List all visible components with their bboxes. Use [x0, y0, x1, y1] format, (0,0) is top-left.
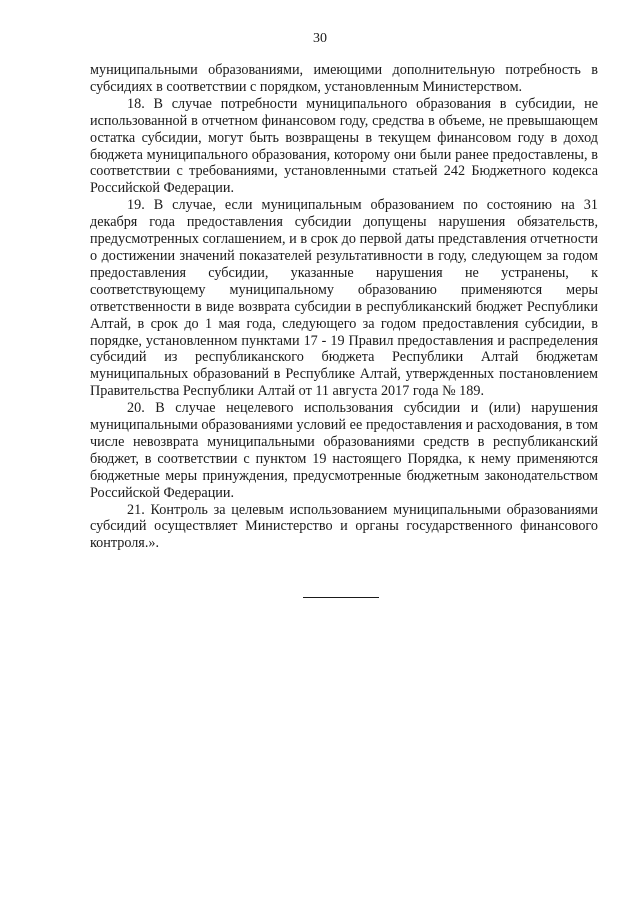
paragraph-item-20: 20. В случае нецелевого использования субсидии и (или) нарушения муниципальными образованиями условий ее предоставления и расходования, в том числе невозврата муниципальными образованиями средств в республиканский бюджет, в соответствии с пунктом 19 настоящего Порядка, к нему применяются бюджетные меры принуждения, предусмотренные бюджетным законодательством Российской Федерации. [90, 400, 598, 501]
paragraph-item-18: 18. В случае потребности муниципального образования в субсидии, не использованной в отчетном финансовом году, средства в объеме, не превышающем остатка субсидии, могут быть возвращены в текущем финансовом году в доход бюджета муниципального образования, которому они были ранее предоставлены, в соответствии с требованиями, установленными статьей 242 Бюджетного кодекса Российской Федерации. [90, 95, 598, 197]
paragraph-item-21: 21. Контроль за целевым использованием муниципальными образованиями субсидий осуществляет Министерство и органы государственного финансового контроля.». [90, 501, 598, 552]
page-number: 30 [313, 31, 327, 46]
document-body [90, 62, 598, 552]
paragraph-item-19: 19. В случае, если муниципальным образованием по состоянию на 31 декабря года предоставления субсидии допущены нарушения обязательств, предусмотренных соглашением, и в срок до первой даты представления отчетности о достижении значений показателей результативности в году, следующем за годом предоставления субсидии, указанные нарушения не устранены, к соответствующему муниципальному образованию применяются меры ответственности в виде возврата субсидии в республиканский бюджет Республики Алтай, в срок до 1 мая года, следующего за годом предоставления субсидии, в порядке, установленном пунктами 17 - 19 Правил предоставления и распределения субсидий из республиканского бюджета Республики Алтай бюджетам муниципальных образований в Республике Алтай, утвержденных постановлением Правительства Республики Алтай от 11 августа 2017 года № 189. [90, 197, 598, 400]
closing-divider [303, 597, 379, 598]
paragraph-continuation: муниципальными образованиями, имеющими дополнительную потребность в субсидиях в соответствии с порядком, установленным Министерством. [90, 62, 598, 95]
